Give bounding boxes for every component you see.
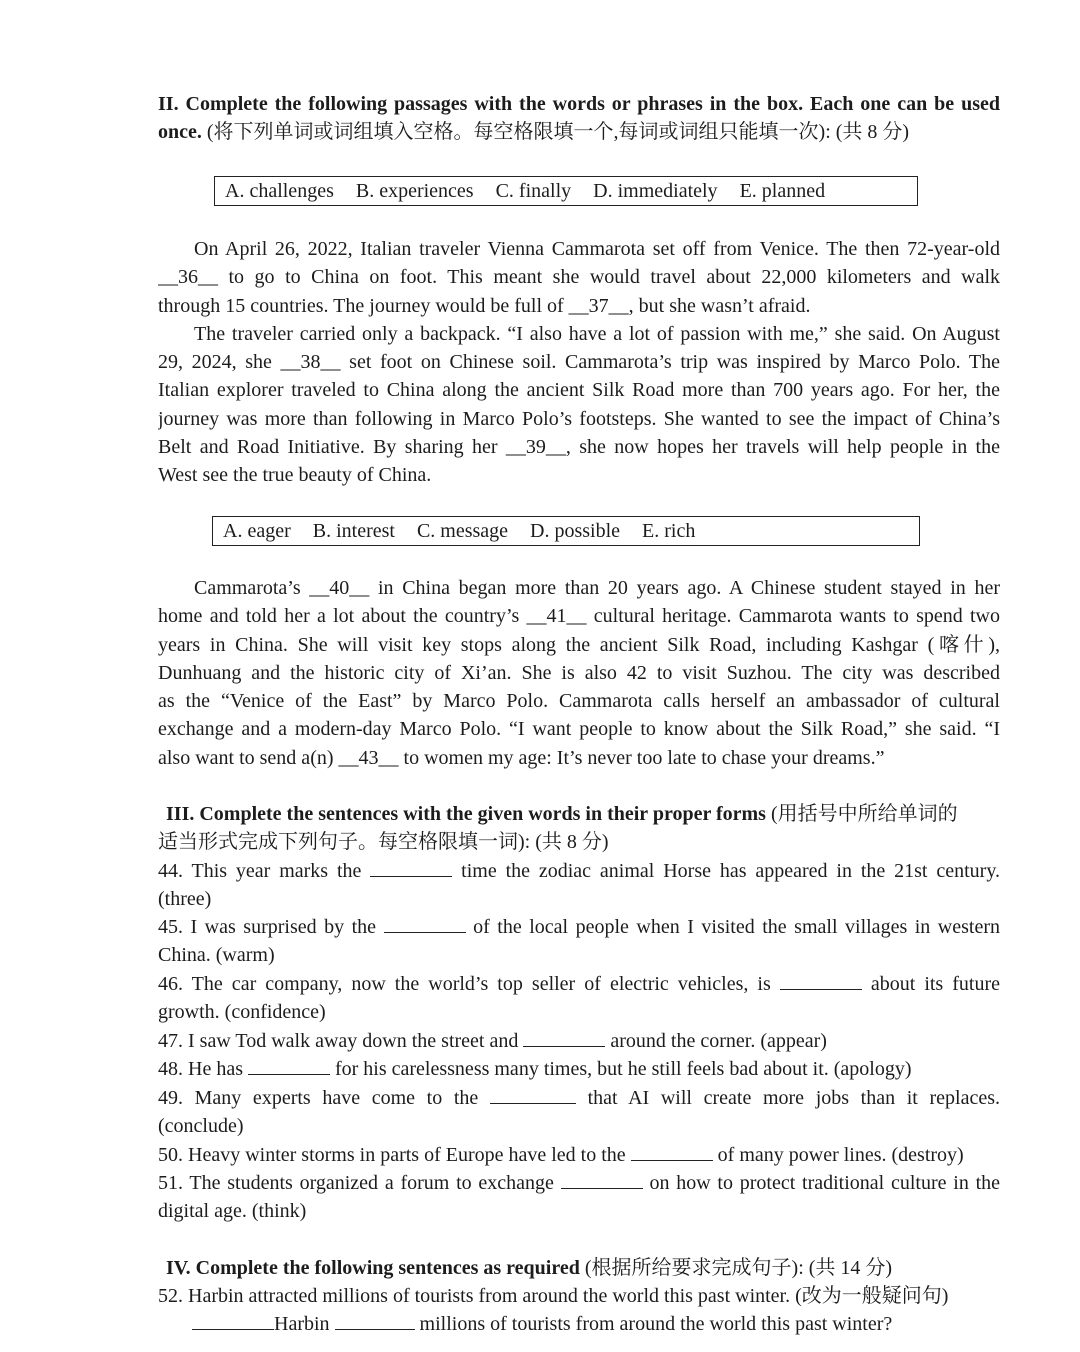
question-48: 48. He has for his carelessness many times, but he still feels bad about it. (apology) <box>158 1058 912 1080</box>
question-45: 45. I was surprised by the of the local people when I visited the small villages in western China. (warm) <box>158 916 1000 967</box>
section-3-heading-line2: 适当形式完成下列句子。每空格限填一词): (共 8 分) <box>158 831 609 853</box>
question-50: 50. Heavy winter storms in parts of Europe have led to the of many power lines. (destroy) <box>158 1144 964 1166</box>
word-box-2: A. eager B. interest C. message D. possible E. rich <box>212 516 920 546</box>
answer-blank-48[interactable] <box>248 1056 330 1075</box>
question-49: 49. Many experts have come to the that AI will create more jobs than it replaces. (conclude) <box>158 1087 1000 1138</box>
question-52: 52. Harbin attracted millions of tourists from around the world this past winter. (改为一般疑问句) Harbin millions of tourists from around the world this past winter? <box>158 1285 949 1336</box>
answer-blank-51[interactable] <box>561 1170 643 1189</box>
question-44: 44. This year marks the time the zodiac animal Horse has appeared in the 21st century. (three) <box>158 860 1000 911</box>
answer-blank-52-1[interactable] <box>192 1311 274 1330</box>
question-46: 46. The car company, now the world’s top seller of electric vehicles, is about its future growth. (confidence) <box>158 973 1000 1024</box>
question-51: 51. The students organized a forum to exchange on how to protect traditional culture in the digital age. (think) <box>158 1172 1000 1223</box>
section-4-heading: IV. Complete the following sentences as required (根据所给要求完成句子): (共 14 分) <box>166 1257 893 1279</box>
answer-blank-45[interactable] <box>384 914 466 933</box>
answer-blank-47[interactable] <box>523 1028 605 1047</box>
section-2-heading: II. Complete the following passages with the words or phrases in the box. Each one can be used once. (将下列单词或词组填入空格。每空格限填一个,每词或词组只能填一次): (共 8 分) <box>158 93 1000 144</box>
question-47: 47. I saw Tod walk away down the street and around the corner. (appear) <box>158 1030 827 1052</box>
passage-2: Cammarota’s __40__ in China began more than 20 years ago. A Chinese student stayed in her home and told her a lot about the country’s __41__ cultural heritage. Cammarota wants to spend two years in China. She will visit key stops along the ancient Silk Road, including Kashgar (喀什), Dunhuang and the historic city of Xi’an. She is also 42 to visit Suzhou. The city was described as the “Venice of the East” by Marco Polo. Cammarota calls herself an ambassador of cultural exchange and a modern-day Marco Polo. “I want people to know about the Silk Road,” she said. “I also want to send a(n) __43__ to women my age: It’s never too late to chase your dreams.” <box>158 577 1000 769</box>
answer-blank-44[interactable] <box>370 858 452 877</box>
answer-blank-52-2[interactable] <box>335 1311 415 1330</box>
word-box-1: A. challenges B. experiences C. finally D. immediately E. planned <box>214 176 918 206</box>
answer-blank-50[interactable] <box>631 1142 713 1161</box>
answer-blank-49[interactable] <box>490 1085 576 1104</box>
section-3-heading: III. Complete the sentences with the given words in their proper forms (用括号中所给单词的 <box>166 803 958 825</box>
answer-blank-46[interactable] <box>780 971 862 990</box>
passage-1: On April 26, 2022, Italian traveler Vienna Cammarota set off from Venice. The then 72-year-old __36__ to go to China on foot. This meant she would travel about 22,000 kilometers and walk through 15 countries. The journey would be full of __37__, but she wasn’t afraid. The traveler carried only a backpack. “I also have a lot of passion with me,” she said. On August 29, 2024, she __38__ set foot on Chinese soil. Cammarota’s trip was inspired by Marco Polo. The Italian explorer traveled to China along the ancient Silk Road more than 700 years ago. For her, the journey was more than following in Marco Polo’s footsteps. She wanted to see the impact of China’s Belt and Road Initiative. By sharing her __39__, she now hopes her travels will help people in the West see the true beauty of China. <box>158 238 1000 487</box>
